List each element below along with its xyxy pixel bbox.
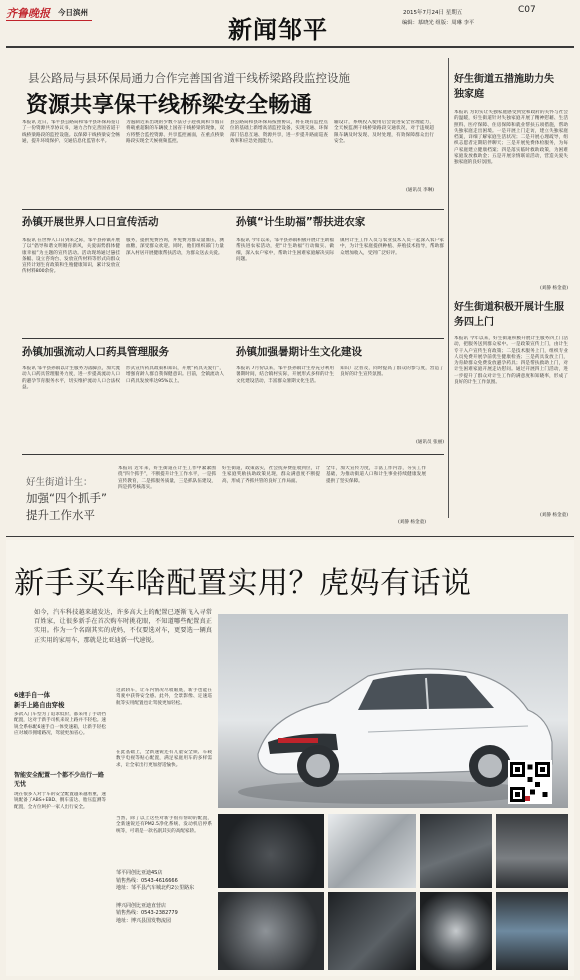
ad-column-4: 当然，除了以上这些对新手很有帮助的配置，全新速锐还有PM2.5净化系统、发动机启停系统等，可谓是一款名副其实的高配家轿。: [116, 816, 212, 834]
article-floating-population: [22, 344, 234, 450]
detail-photo-gearshift: [218, 892, 324, 970]
lead-column-1: 本报讯 近日，邹平县公路局和邹平县环保局签订了一份资源共享协议书，通力合作完善国省道干线桥梁路段的监控设施。以保障干线桥梁安全畅通，提升环境保护、交通信息化监管水平。: [22, 120, 120, 144]
detail-photo-wheel: [420, 892, 492, 970]
article-summer-culture: [236, 344, 446, 450]
ad-column-1b: 现在很多人对于车的安全配置越来越看重，速锐配备了ABS+EBD、倒车雷达、胎压监测等配置，全方位呵护一家人出行安全。: [14, 792, 106, 810]
ad-intro: 如今，汽车科技越来越发达，许多高大上的配置已逐渐飞入寻常百姓家，让很多新手在首次购车时挑花眼，不知道哪些配置真正实用。作为一个名副其实的虎妈，不仅要选对车，更要选一辆真正实用的家用车，那就是比亚迪新一代速锐。: [34, 609, 212, 644]
lead-article: [22, 70, 446, 196]
article-summer-culture-credit: (通讯员 张丽): [415, 440, 444, 445]
article-floating-population-col1: 本报讯 邹平县孙镇以计生服务为落脚点，加大流动人口药具管理服务力度，进一步提高流动人口的避孕节育服务水平，切实维护流动人口合法权益。: [22, 366, 120, 390]
lead-kicker: 县公路局与县环保局通力合作完善国省道干线桥梁路段监控设施: [28, 71, 350, 85]
dealer-1-phone: 销售热线：0543-4616666: [116, 877, 178, 884]
article-floating-population-col2: 形式宣传药具政策和知识，开展“药具关爱行”，增强育龄人群自我保健意识。目前，全镇流动人口药具发放率达95%以上。: [126, 366, 224, 384]
lead-column-3: 县公路局和县环保局按照协议，将在现有监控点位的基础上新增高清监控设备，实现交通、环保部门信息互通、资源共享，进一步提升路面巡查效率和应急处置能力。: [230, 120, 328, 144]
right-credit-1: (刘静 杨金童): [539, 286, 568, 291]
dealer-2-address: 地址：博兴县国发物流园: [116, 917, 172, 924]
right-headline-1: 好生街道五措施助力失独家庭: [454, 74, 554, 100]
article-population-day-title: 孙镇开展世界人口日宣传活动: [22, 216, 159, 228]
four-grips-col2: 好生街道，政策落实，社会抚养费征收到位，计生家庭奖励扶助政策兑现，群众满意度不断提高，形成了齐抓共管的良好工作局面。: [222, 466, 320, 484]
section-rule-2: [22, 338, 444, 339]
detail-photo-screen: [496, 892, 568, 970]
qr-code-icon: [510, 762, 550, 802]
dealer-1-address: 地址：邹平县汽车城北约2公里路东: [116, 885, 195, 891]
dealer-2-phone: 销售热线：0543-2382779: [116, 910, 178, 916]
detail-photo-dashboard: [420, 814, 492, 888]
four-grips-col3: 全年，加大宣传力度，丰富工作内容，夯实工作基础，为推动街道人口和计生事业持续健康发展提供了坚实保障。: [326, 466, 426, 484]
lead-headline: 资源共享保干线桥梁安全畅通: [26, 92, 313, 118]
detail-photo-seat: [496, 814, 568, 888]
section-rule: [22, 209, 444, 210]
lead-credit: (通讯员 李琳): [405, 188, 434, 193]
four-grips-title-2: 提升工作水平: [26, 508, 95, 522]
article-summer-culture-title: 孙镇加强暑期计生文化建设: [236, 346, 362, 358]
page-number: C07: [518, 5, 536, 15]
right-credit-2: (刘静 杨金童): [539, 513, 568, 518]
lead-column-2: 为遏制近来出现的少数不法分子趁夜间和节假日将载重超限的车辆驶上国省干线桥梁的现象，双方将整合监控资源、共享监控画面，在重点桥梁路段实现全天候视频监控。: [126, 120, 224, 144]
detail-photo-steering: [218, 814, 324, 888]
detail-photo-trunk: [328, 892, 416, 970]
article-population-day-col1: 本报讯 在世界人口日到来之际，邹平县孙镇开展了以“倡导和谐文明婚育新风，关爱弱势群体健康幸福”为主题的宣传活动。活动现场通过悬挂条幅、设立咨询台、发放宣传材料等形式向群众宣传计划生育政策和生殖健康知识，累计发放宣传材料800余份。: [22, 238, 120, 275]
four-grips-col1: 本报讯 近年来，好生街道在计生工作中紧紧围绕“四个抓手”，不断提升计生工作水平，一是抓宣传教育，二是抓服务质量，三是抓队伍建设，四是抓考核落实。: [118, 466, 216, 490]
right-column: [454, 72, 572, 524]
ad-sub-heading-2: 新手上路自由穿梭: [14, 702, 65, 709]
right-article-2: 本报讯 今年以来，好生街道积极开展计生服务四上门活动，把服务送到群众家中。一是政策宣传上门，由计生专干入户宣传生育政策；二是技术服务上门，组织专业人员免费开展孕前优生健康检查；三是药具发放上门，为育龄群众免费发放避孕药具；四是帮扶救助上门，对计生困难家庭开展走访慰问。通过开展四上门活动，进一步提升了群众对计生工作的满意度和知晓率，形成了良好的计生工作氛围。: [454, 336, 568, 386]
article-four-grips: [22, 460, 446, 532]
ad-headline: 新手买车啥配置实用？虎妈有话说: [14, 566, 472, 601]
article-population-day-col2: 服务，提供免费咨询，并免费为群众量血压，测血糖，深受群众欢迎。同时，他们组织部门力量深入村居开展健康帮扶活动，为群众送去关爱。: [126, 238, 224, 256]
editor-credits: 编辑：慕晓光 组版：周琳 李平: [402, 20, 475, 26]
four-grips-title-1: 加强“四个抓手”: [26, 491, 107, 505]
qr-code: [508, 760, 552, 804]
dealer-info: [116, 870, 216, 925]
masthead-rule: [6, 46, 574, 48]
article-summer-culture-col2: 知识广泛普及，同时提高了群众的参与度，营造了良好的计生宣传氛围。: [340, 366, 444, 378]
car-advertorial: [6, 540, 574, 976]
right-article-1: 本报讯 为切实让失独家庭感受到党和政府的关怀与社会的温暖，好生街道针对失独家庭开展了精神慰藉、生活照料、医疗保障、住房保障和就业帮扶五项措施，帮助失独家庭走出困境。一是开展上门走访，建立失独家庭档案，详细了解家庭生活状况；二是开展心理疏导，组织志愿者定期陪伴聊天；三是开展免费体检服务，为每户家庭建立健康档案；四是落实临时救助政策，为困难家庭发放救助金；五是开展亲情联谊活动，营造关爱失独家庭的良好氛围。: [454, 110, 568, 166]
right-headline-2: 好生街道积极开展计生服务四上门: [454, 302, 564, 328]
article-floating-population-title: 孙镇加强流动人口药具管理服务: [22, 346, 169, 358]
detail-photo-headlight: [328, 814, 416, 888]
article-fortune-aid-col2: 镇村计生工作人员与农业技术人员一起深入农户家中，为计生家庭提供种植、养殖技术指导，帮助群众增加收入，受到广泛好评。: [340, 238, 444, 256]
lead-column-4: 输设计，系统投入使用后会促进安全管理能力，全天候监测干线桥梁路段交通状况，对于违规超限车辆及时发现、及时处理，有效保障群众出行安全。: [334, 120, 434, 144]
ad-separator: [6, 536, 574, 537]
ad-sub-heading-1: 6速手自一体: [14, 692, 50, 699]
four-grips-kicker: 好生街道计生：: [26, 477, 93, 488]
article-fortune-aid-col1: 本报讯 今年以来，邹平县孙镇积极开展计生助福帮扶进农家活动，把“计生助福”行动做实、做细，深入农户家中，帮助计生困难家庭解决实际问题。: [236, 238, 334, 262]
article-fortune-aid: [236, 214, 446, 334]
newspaper-logo: 齐鲁晚报: [6, 7, 50, 20]
dealer-1-name: 邹平同创比亚迪4S店: [116, 870, 163, 876]
ad-column-1: 多款入门车型为了追求低价，都采用了手动挡配置，这对于新手司机来说上路并不轻松。速锐全系标配6速手自一体变速箱，让新手轻松应对城市拥堵路况，驾驶更加省心。: [14, 712, 106, 736]
column-divider: [448, 58, 449, 518]
article-fortune-aid-title: 孙镇“计生助福”帮扶进农家: [236, 216, 366, 228]
ad-column-3: 在此基础上，全新速锐还有儿童安全锁、车载数字电视等贴心配置，满足家庭用车的多样需求，让全家出行更加舒适愉快。: [116, 750, 212, 768]
masthead-underline: [6, 20, 92, 21]
ad-column-2: 这款轿车，让车内情况尽收眼底，新手也能在驾驶中获得安全感。此外，全景影像、定速巡航等实用配置也让驾驶更加轻松。: [116, 688, 212, 706]
dealer-2-name: 博兴同创比亚迪直营店: [116, 902, 167, 909]
four-grips-credit: (刘静 杨金童): [397, 520, 426, 525]
edition-label: 今日滨州: [58, 8, 88, 17]
article-summer-culture-col1: 本报讯 7月份以来，邹平县孙镇计生办充分利用暑期时间，结合镇村实际，开展形式多样的计生文化建设活动，丰富群众暑期文化生活。: [236, 366, 334, 384]
issue-date: 2015年7月24日 星期五: [403, 10, 463, 16]
masthead: [0, 0, 580, 46]
article-population-day: [22, 214, 234, 334]
ad-safety-heading: 智能安全配置一个都不少出行一路无忧: [14, 772, 105, 788]
section-rule-3: [22, 454, 444, 455]
section-title: 新闻邹平: [228, 15, 328, 44]
